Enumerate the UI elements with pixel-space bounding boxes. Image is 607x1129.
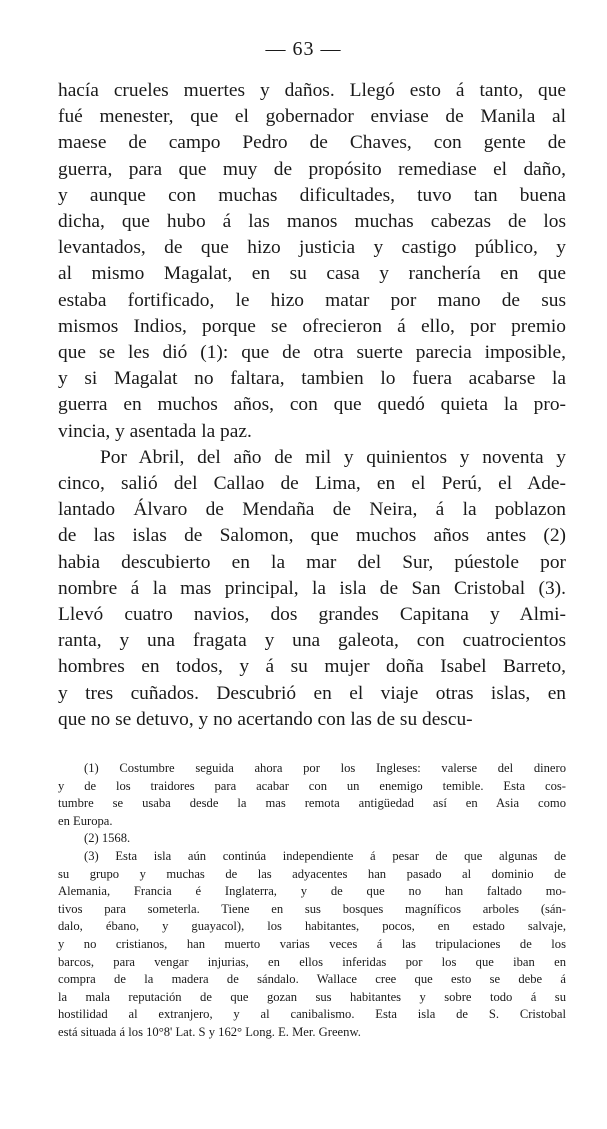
paragraph-line: Por Abril, del año de mil y quinientos y noventa y — [100, 446, 566, 468]
footnote-line: (3) Esta isla aún continúa independiente á pesar de que algunas de — [84, 848, 566, 863]
paragraph-line: Llevó cuatro navios, dos grandes Capitana y Almi- — [58, 604, 566, 626]
paragraph-line: que no se detuvo, y no acertando con las de su descu- — [58, 708, 473, 730]
paragraph-line: ranta, y una fragata y una galeota, con cuatrocientos — [58, 630, 566, 652]
paragraph-line: mismos Indios, porque se ofrecieron á ello, por premio — [58, 315, 566, 337]
paragraph-line: estaba fortificado, le hizo matar por mano de sus — [58, 289, 566, 311]
footnote-line: (1) Costumbre seguida ahora por los Ingleses: valerse del dinero — [84, 761, 566, 775]
paragraph-line: habia descubierto en la mar del Sur, púestole por — [58, 551, 566, 573]
paragraph-line: vincia, y asentada la paz. — [58, 420, 252, 442]
footnote-line: está situada á los 10°8' Lat. S y 162° Long. E. Mer. Greenw. — [58, 1024, 361, 1039]
paragraph-line: hacía crueles muertes y daños. Llegó esto á tanto, que — [58, 80, 566, 101]
paragraph-line: lantado Álvaro de Mendaña de Neira, á la poblazon — [58, 499, 566, 521]
paragraph-line: y tres cuñados. Descubrió en el viaje otras islas, en — [58, 682, 566, 704]
paragraph-line: que se les dió (1): que de otra suerte parecia imposible, — [58, 342, 566, 364]
page-number: — 63 — — [265, 38, 342, 60]
footnote-line: la mala reputación de que gozan sus habitantes y sobre todo á su — [58, 989, 566, 1004]
footnote-line: tivos para someterla. Tiene en sus bosques magníficos arboles (sán- — [58, 901, 566, 916]
footnote-line: dalo, ébano, y guayacol), los habitantes, pocos, en estado salvaje, — [58, 919, 566, 934]
footnote-line: (2) 1568. — [84, 831, 131, 846]
paragraph-line: nombre á la mas principal, la isla de San Cristobal (3). — [58, 577, 566, 599]
paragraph-line: fué menester, que el gobernador enviase de Manila al — [58, 106, 566, 128]
paragraph-line: y si Magalat no faltara, tambien lo fuera acabarse la — [58, 368, 566, 390]
paragraph-line: de las islas de Salomon, que muchos años antes (2) — [58, 525, 566, 547]
main-text — [58, 78, 566, 733]
footnote-line: su grupo y muchas de las adyacentes han pasado al dominio de — [58, 866, 566, 881]
footnote-line: hostilidad al extranjero, y al canibalismo. Esta isla de S. Cristobal — [58, 1007, 566, 1022]
footnote-line: y de los traidores para acabar con un enemigo temible. Esta cos- — [58, 778, 566, 793]
paragraph-line: guerra en muchos años, con que quedó quieta la pro- — [58, 394, 566, 416]
paragraph-line: maese de campo Pedro de Chaves, con gente de — [58, 132, 566, 154]
paragraph-line: y aunque con muchas dificultades, tuvo tan buena — [58, 184, 566, 206]
paragraph-line: guerra, para que muy de propósito remediase el daño, — [58, 158, 566, 180]
footnote-line: compra de la madera de sándalo. Wallace cree que esto se debe á — [58, 972, 566, 987]
paragraph-line: al mismo Magalat, en su casa y ranchería en que — [58, 263, 566, 285]
paragraph-line: hombres en todos, y á su mujer doña Isabel Barreto, — [58, 656, 566, 678]
footnote-line: barcos, para vengar injurias, en ellos inferidas por los que iban en — [58, 954, 566, 969]
footnotes — [58, 760, 566, 1042]
footnote-line: en Europa. — [58, 813, 113, 828]
footnote-line: Alemania, Francia é Inglaterra, y de que no han faltado mo- — [58, 884, 566, 899]
paragraph-line: levantados, de que hizo justicia y castigo público, y — [58, 237, 566, 259]
paragraph-line: dicha, que hubo á las manos muchas cabezas de los — [58, 211, 566, 233]
footnote-line: y no cristianos, han muerto varias veces á las tripulaciones de los — [58, 936, 566, 951]
footnote-line: tumbre se usaba desde la mas remota antigüedad así en Asia como — [58, 796, 566, 811]
paragraph-line: cinco, salió del Callao de Lima, en el Perú, el Ade- — [58, 473, 566, 495]
